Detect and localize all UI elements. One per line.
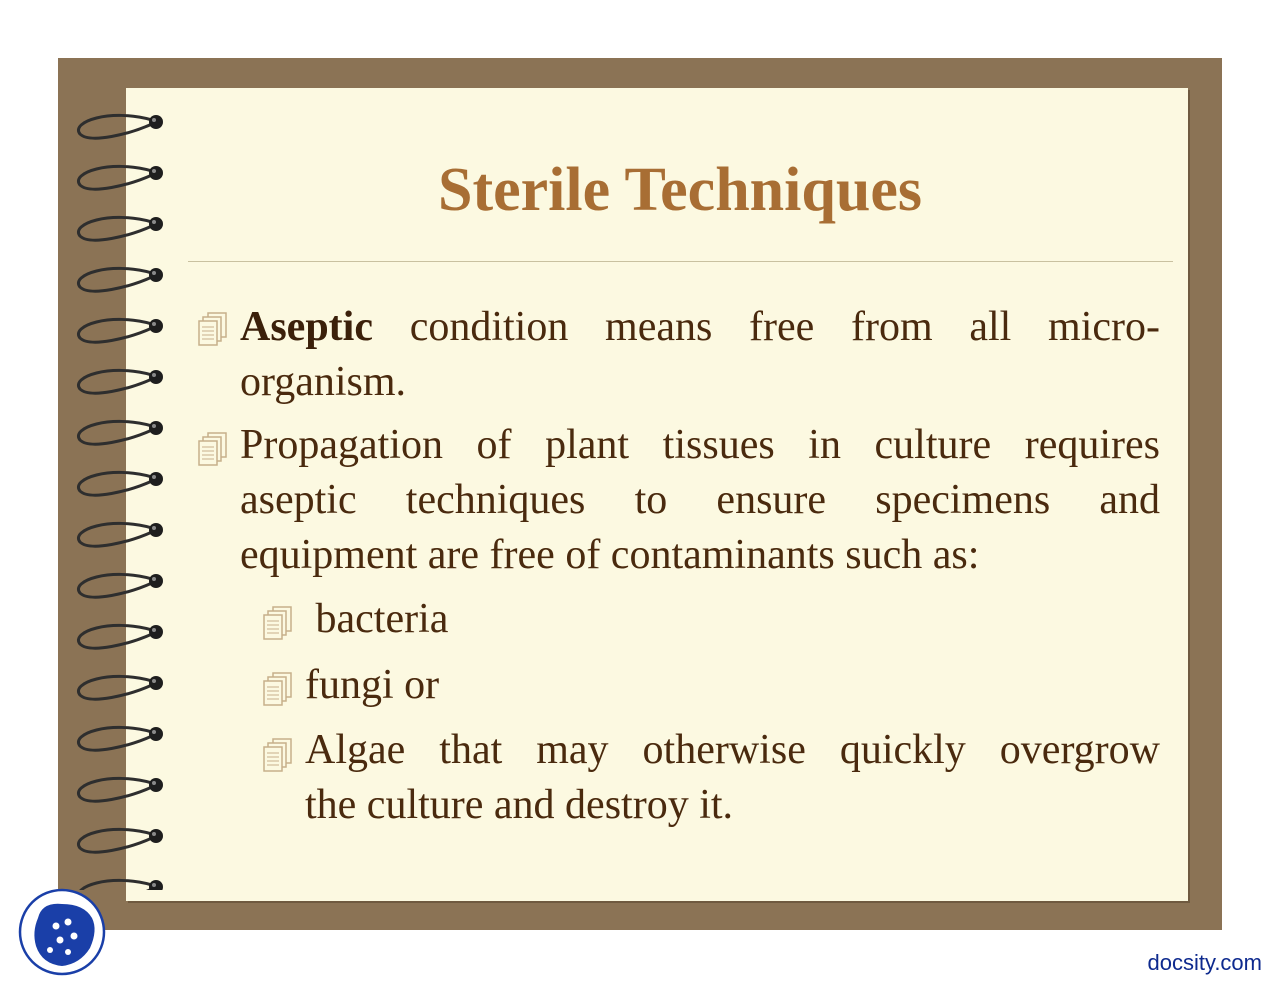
docsity-logo-icon [18, 888, 106, 976]
spiral-hole [149, 115, 163, 129]
spiral-ring [78, 166, 152, 189]
spiral-hole [149, 319, 163, 333]
spiral-ring [78, 625, 152, 648]
spiral-ring [78, 676, 152, 699]
spiral-hole [149, 727, 163, 741]
spiral-hole-shine [152, 577, 156, 581]
spiral-hole-shine [152, 832, 156, 836]
spiral-hole [149, 421, 163, 435]
bullet-2-line-2: aseptic techniques to ensure specimens and [240, 477, 1160, 523]
spiral-hole [149, 829, 163, 843]
spiral-hole [149, 370, 163, 384]
document-bullet-icon [198, 432, 228, 466]
spiral-hole-shine [152, 883, 156, 887]
spiral-hole-shine [152, 169, 156, 173]
bullet-2-line-3: equipment are free of contaminants such as: [240, 532, 980, 578]
bullet-1-bold: Aseptic [240, 304, 373, 350]
spiral-hole-shine [152, 322, 156, 326]
spiral-hole-shine [152, 118, 156, 122]
spiral-hole-shine [152, 424, 156, 428]
spiral-hole-shine [152, 475, 156, 479]
spiral-hole [149, 268, 163, 282]
spiral-hole [149, 574, 163, 588]
document-bullet-icon [263, 606, 293, 640]
subbullet-3-line-2: the culture and destroy it. [305, 782, 734, 828]
subbullet-3-line-1: Algae that may otherwise quickly overgrow [305, 727, 1160, 773]
spiral-hole-shine [152, 628, 156, 632]
spiral-ring [78, 727, 152, 750]
bullet-2-text [240, 418, 1160, 583]
document-bullet-icon [263, 738, 293, 772]
spiral-ring [78, 268, 152, 291]
subbullet-3-text [305, 723, 1160, 833]
title-divider [188, 261, 1173, 262]
spiral-hole [149, 523, 163, 537]
spiral-hole-shine [152, 271, 156, 275]
spiral-ring [78, 217, 152, 240]
spiral-hole [149, 472, 163, 486]
spiral-ring [78, 421, 152, 444]
spiral-hole-shine [152, 679, 156, 683]
spiral-hole [149, 166, 163, 180]
bullet-1-line-1: condition means free from all micro- [372, 304, 1160, 350]
spiral-hole-shine [152, 730, 156, 734]
spiral-hole [149, 676, 163, 690]
spiral-hole-shine [152, 373, 156, 377]
spiral-ring [78, 472, 152, 495]
document-bullet-icon [198, 312, 228, 346]
bullet-2-line-1: Propagation of plant tissues in culture requires [240, 422, 1160, 468]
spiral-hole-shine [152, 781, 156, 785]
spiral-ring [78, 115, 152, 138]
document-bullet-icon [263, 672, 293, 706]
spiral-hole [149, 625, 163, 639]
spiral-hole-shine [152, 526, 156, 530]
spiral-hole-shine [152, 220, 156, 224]
spiral-ring [78, 523, 152, 546]
spiral-hole [149, 217, 163, 231]
spiral-ring [78, 574, 152, 597]
docsity-link[interactable]: docsity.com [1147, 950, 1262, 975]
spiral-hole [149, 778, 163, 792]
subbullet-2-text: fungi or [305, 662, 440, 708]
spiral-ring [78, 370, 152, 393]
spiral-ring [78, 829, 152, 852]
spiral-binding-icon [70, 100, 180, 890]
spiral-ring [78, 319, 152, 342]
spiral-ring [78, 778, 152, 801]
bullet-1-text [240, 300, 1160, 410]
slide-title: Sterile Techniques [437, 156, 922, 224]
bullet-1-line-2: organism. [240, 359, 407, 405]
subbullet-1-text: bacteria [305, 596, 449, 642]
